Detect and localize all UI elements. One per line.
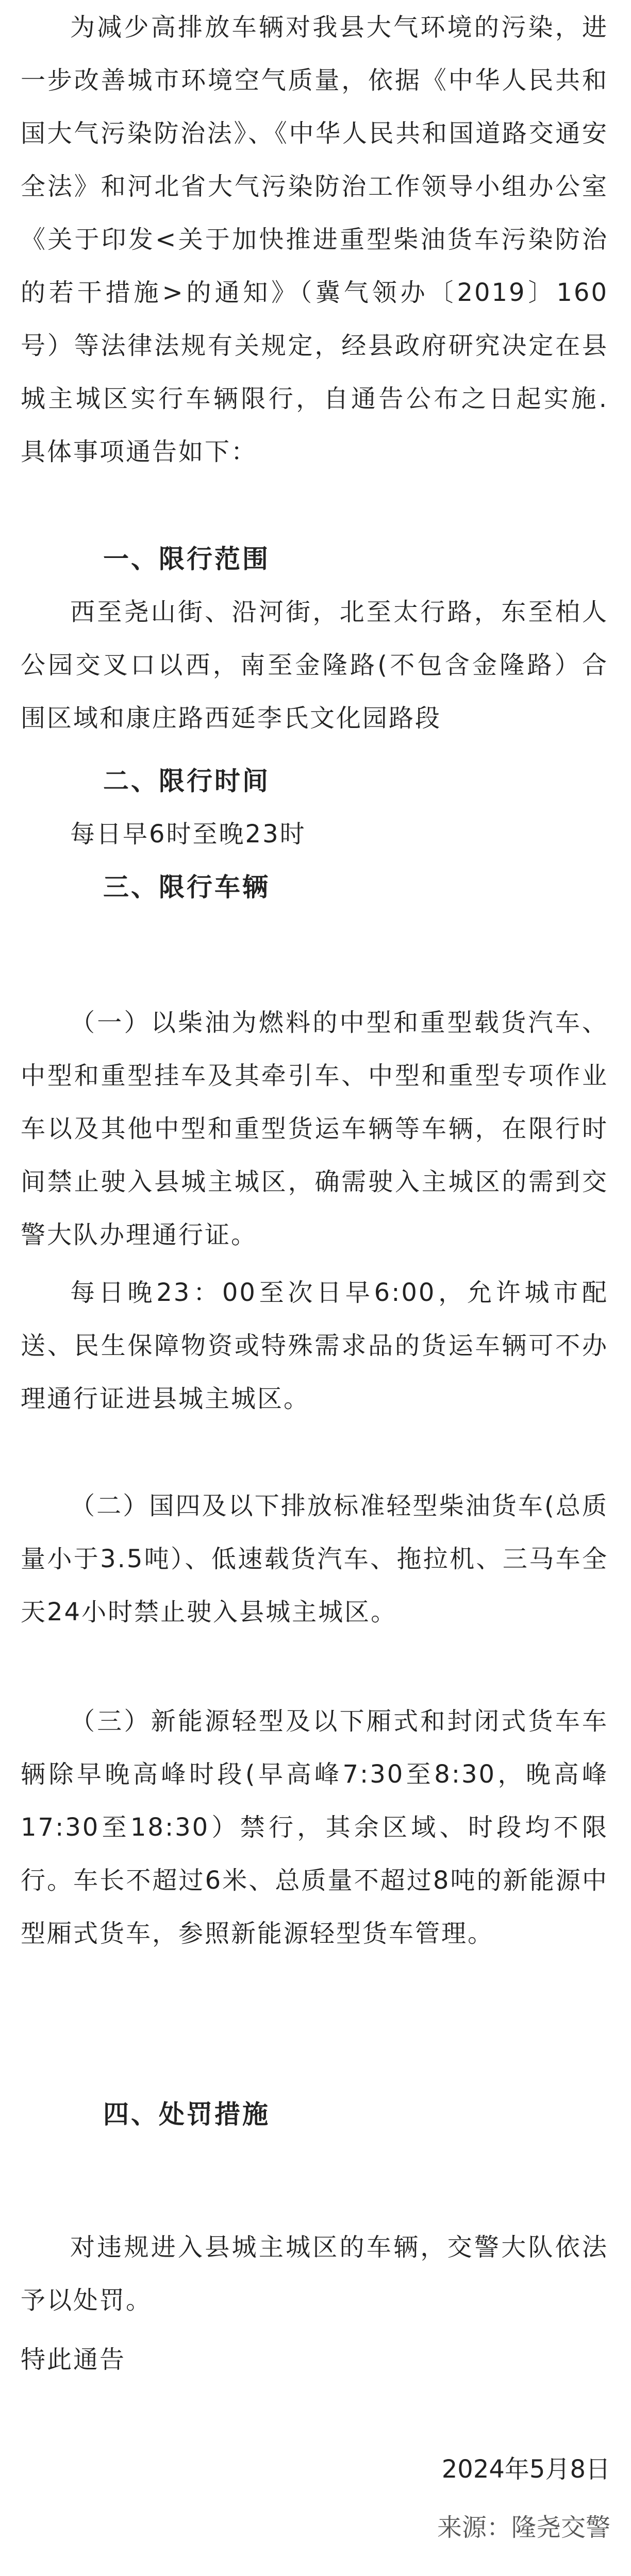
source-credit: 来源：隆尧交警 [437, 2513, 610, 2542]
section-heading-scope: 一、限行范围 [103, 544, 270, 574]
section-body-penalty: 对违规进入县城主城区的车辆，交警大队依法予以处罚。 [21, 2233, 608, 2315]
intro-paragraph: 为减少高排放车辆对我县大气环境的污染，进一步改善城市环境空气质量，依据《中华人民共和国大气污染防治法》、《中华人民共和国道路交通安全法》和河北省大气污染防治工作领导小组办公室《关于印发<关于加快推进重型柴油货车污染防治的若干措施>的通知》（冀气领办〔2019〕160号）等法律法规有关规定，经县政府研究决定在县城主城区实行车辆限行，自通告公布之日起实施.具体事项通告如下： [21, 13, 608, 466]
vehicle-rule-night-exemption: 每日晚23：00至次日早6:00，允许城市配送、民生保障物资或特殊需求品的货运车辆可不办理通行证进县城主城区。 [21, 1278, 608, 1413]
section-body-scope: 西至尧山街、沿河街，北至太行路，东至柏人公园交叉口以西，南至金隆路(不包含金隆路）合围区域和康庄路西延李氏文化园路段 [21, 598, 608, 733]
section-heading-vehicles: 三、限行车辆 [103, 872, 270, 902]
section-body-time: 每日早6时至晚23时 [70, 820, 306, 849]
notice-date: 2024年5月8日 [441, 2455, 610, 2484]
closing-text: 特此通告 [21, 2345, 126, 2374]
section-heading-time: 二、限行时间 [103, 766, 270, 796]
vehicle-rule-2: （二）国四及以下排放标准轻型柴油货车(总质量小于3.5吨）、低速载货汽车、拖拉机、三马车全天24小时禁止驶入县城主城区。 [21, 1492, 608, 1626]
vehicle-rule-3: （三）新能源轻型及以下厢式和封闭式货车车辆除早晚高峰时段(早高峰7:30至8:30，晚高峰17:30至18:30）禁行，其余区域、时段均不限行。车长不超过6米、总质量不超过8吨的新能源中型厢式货车，参照新能源轻型货车管理。 [21, 1707, 608, 1948]
vehicle-rule-1: （一）以柴油为燃料的中型和重型载货汽车、中型和重型挂车及其牵引车、中型和重型专项作业车以及其他中型和重型货运车辆等车辆，在限行时间禁止驶入县城主城区，确需驶入主城区的需到交警大队办理通行证。 [21, 1008, 608, 1249]
section-heading-penalty: 四、处罚措施 [103, 2099, 270, 2129]
